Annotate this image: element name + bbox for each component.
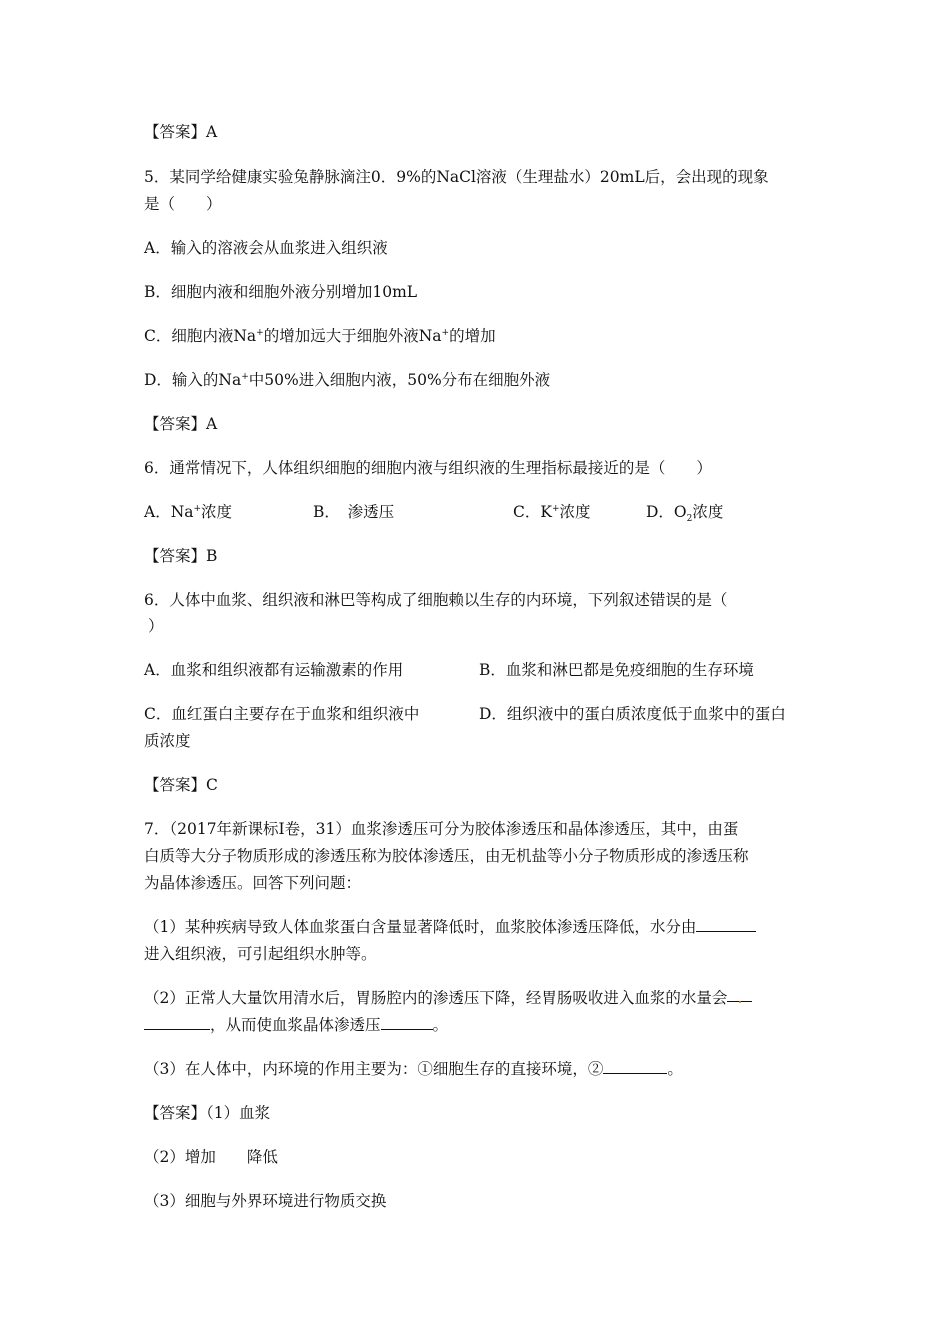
q5-stem-line1: 5．某同学给健康实验兔静脉滴注0．9%的NaCl溶液（生理盐水）20mL后，会出现的现象: [144, 168, 769, 186]
q6a-option-a-text1: A．Na: [144, 503, 194, 521]
q6b-stem-line1: 6．人体中血浆、组织液和淋巴等构成了细胞赖以生存的内环境，下列叙述错误的是（: [144, 591, 728, 609]
q6b-option-a: A．血浆和组织液都有运输激素的作用: [144, 661, 404, 679]
q5-option-d: [144, 369, 550, 391]
q7-part1-line1: [144, 916, 756, 938]
superscript-plus: +: [441, 327, 450, 338]
q6b-stem-line2: ）: [148, 617, 164, 635]
q7-part2-text: （2）正常人大量饮用清水后，胃肠腔内的渗透压下降，经胃肠吸收进入血浆的水量会: [144, 989, 728, 1007]
q7-part1-text: （1）某种疾病导致人体血浆蛋白含量显著降低时，血浆胶体渗透压降低，水分由: [144, 918, 697, 936]
q7-part3-end: 。: [667, 1060, 683, 1078]
superscript-plus: +: [241, 371, 249, 382]
q7-part2-text2: ，从而使血浆晶体渗透压: [210, 1016, 381, 1034]
answer-label: 【答案】: [144, 123, 207, 141]
q6a-stem: 6．通常情况下，人体组织细胞的细胞内液与组织液的生理指标最接近的是（ ）: [144, 459, 712, 477]
answer-blank: [144, 1015, 210, 1030]
q6a-option-c: [513, 501, 591, 523]
q5-option-a: A．输入的溶液会从血浆进入组织液: [144, 239, 388, 257]
q7-part3: [144, 1058, 683, 1080]
q5-stem-line2: 是（ ）: [144, 195, 222, 213]
q5-option-c-text2: 的增加远大于细胞外液Na: [263, 327, 442, 345]
answer-blank: [603, 1059, 667, 1074]
q5-option-b: B．细胞内液和细胞外液分别增加10mL: [144, 283, 418, 301]
q7-part3-text: （3）在人体中，内环境的作用主要为：①细胞生存的直接环境，②: [144, 1060, 604, 1078]
answer-value: C: [206, 776, 218, 794]
answer-value: A: [206, 123, 218, 141]
subscript-2: 2: [686, 514, 693, 525]
superscript-plus: +: [551, 503, 560, 514]
q7-answer-line3: （3）细胞与外界环境进行物质交换: [144, 1192, 387, 1210]
answer-line: [144, 545, 217, 567]
q5-option-d-text1: D．输入的Na: [144, 371, 242, 389]
q7-part2-line2: [144, 1014, 448, 1036]
q6a-option-b: B． 渗透压: [313, 503, 395, 521]
answer-value: A: [206, 415, 218, 433]
q5-option-c: [144, 325, 496, 347]
q7-part2-line1: [144, 987, 752, 1009]
answer-label: 【答案】: [144, 1104, 207, 1122]
answer-line: [144, 121, 217, 143]
superscript-plus: +: [193, 503, 202, 514]
answer-value: （1）血浆: [206, 1104, 271, 1122]
q6a-option-c-text1: C．K: [513, 503, 552, 521]
q5-option-d-text2: 中50%进入细胞内液，50%分布在细胞外液: [248, 371, 551, 389]
q6a-option-c-text2: 浓度: [559, 503, 591, 521]
superscript-plus: +: [256, 327, 264, 338]
q7-stem-line2: 白质等大分子物质形成的渗透压称为胶体渗透压，由无机盐等小分子物质形成的渗透压称: [144, 847, 749, 865]
answer-label: 【答案】: [144, 415, 207, 433]
q5-option-c-text1: C．细胞内液Na: [144, 327, 257, 345]
answer-blank: [381, 1015, 433, 1030]
answer-blank: [696, 917, 756, 932]
q6a-option-d-text2: 浓度: [692, 503, 724, 521]
q6a-option-d: [646, 501, 723, 523]
q6b-option-d-line2: 质浓度: [144, 732, 191, 750]
q7-answer-line2: （2）增加 降低: [144, 1148, 278, 1166]
q6b-option-d-line1: D．组织液中的蛋白质浓度低于血浆中的蛋白: [479, 705, 786, 723]
q7-part2-text3: 。: [432, 1016, 449, 1034]
orange-mark: .: [737, 989, 743, 1007]
answer-value: B: [206, 547, 218, 565]
answer-blank: [727, 987, 752, 1007]
q6b-option-c: C．血红蛋白主要存在于血浆和组织液中: [144, 705, 420, 723]
q7-answer-line1: [144, 1102, 270, 1124]
answer-label: 【答案】: [144, 776, 207, 794]
answer-line: [144, 774, 218, 796]
q6a-option-d-text1: D．O: [646, 503, 687, 521]
q6a-option-a-text2: 浓度: [201, 503, 233, 521]
q7-stem-line3: 为晶体渗透压。回答下列问题：: [144, 874, 362, 892]
q6a-option-a: [144, 501, 232, 523]
q7-part1-line2: 进入组织液，可引起组织水肿等。: [144, 945, 377, 963]
answer-line: [144, 413, 217, 435]
q5-option-c-text3: 的增加: [449, 327, 496, 345]
q7-stem-line1: 7．（2017年新课标Ⅰ卷，31）血浆渗透压可分为胶体渗透压和晶体渗透压，其中，由蛋: [144, 820, 739, 838]
q6b-option-b: B．血浆和淋巴都是免疫细胞的生存环境: [479, 661, 754, 679]
answer-label: 【答案】: [144, 547, 207, 565]
